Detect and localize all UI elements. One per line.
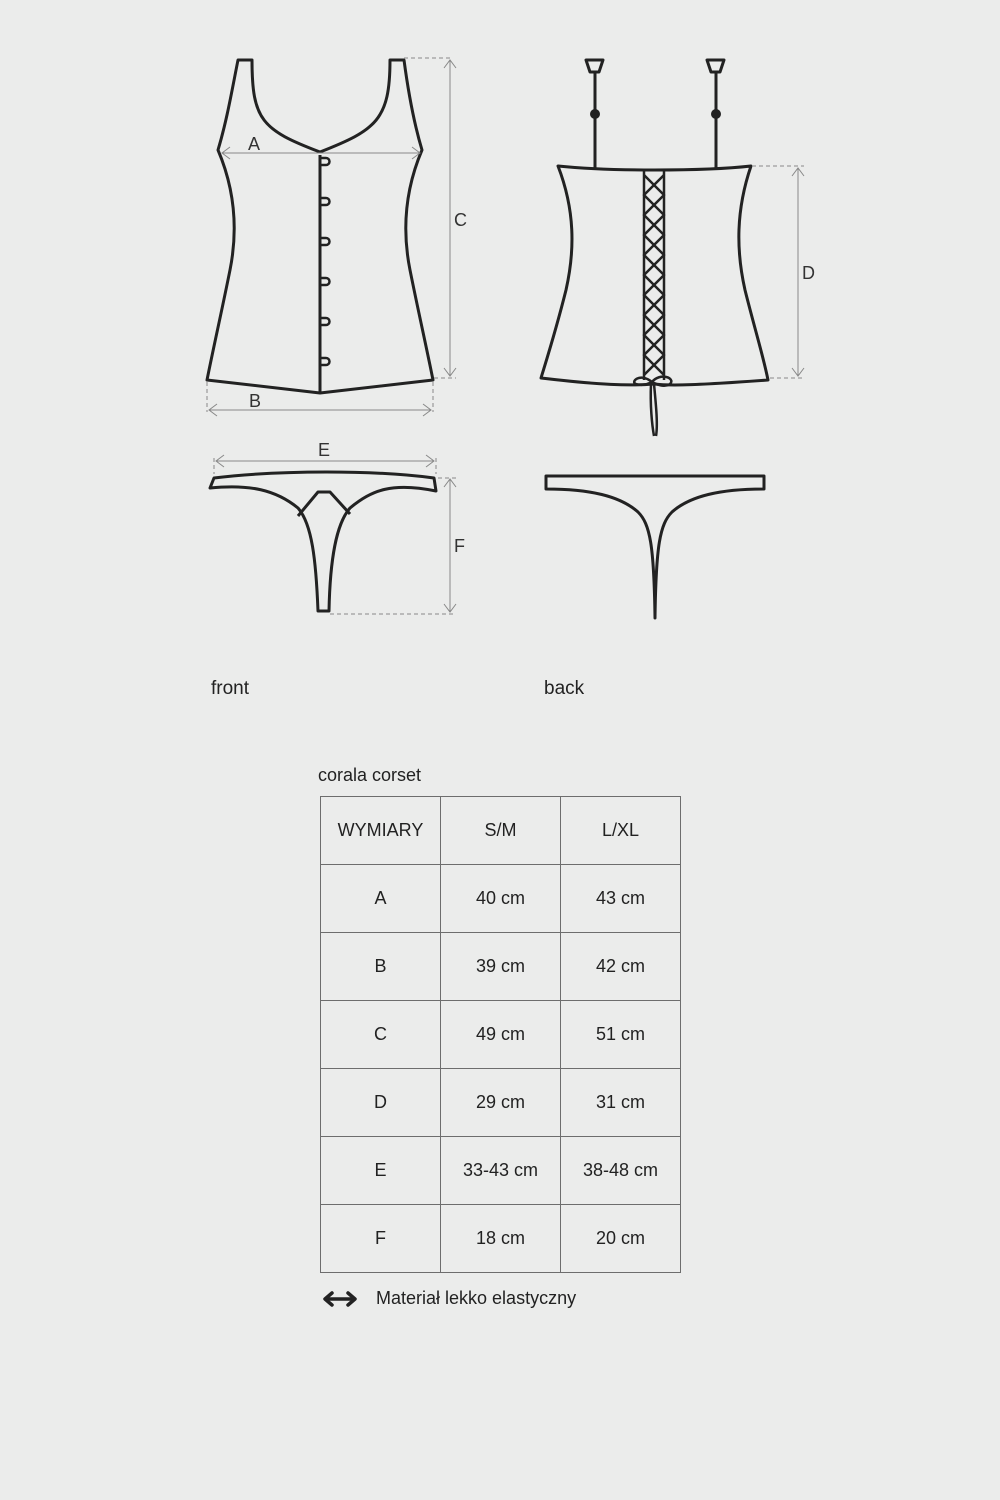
dim-label-a: A bbox=[248, 134, 261, 154]
thong-dimension-lines bbox=[214, 455, 456, 614]
table-cell-dimension: E bbox=[321, 1137, 441, 1205]
front-corset-drawing bbox=[207, 60, 433, 393]
table-cell-dimension: F bbox=[321, 1205, 441, 1273]
table-row bbox=[321, 865, 681, 933]
double-arrow-icon bbox=[320, 1289, 360, 1309]
table-cell-lxl: 51 cm bbox=[561, 1001, 681, 1069]
table-title: corala corset bbox=[318, 765, 422, 785]
table-cell-sm: 18 cm bbox=[441, 1205, 561, 1273]
table-row bbox=[321, 1137, 681, 1205]
table-header-row bbox=[321, 797, 681, 865]
dim-label-f: F bbox=[454, 536, 465, 556]
dim-label-b: B bbox=[249, 391, 262, 411]
table-cell-sm: 49 cm bbox=[441, 1001, 561, 1069]
front-dimension-lines bbox=[207, 58, 456, 416]
back-corset-drawing bbox=[541, 60, 768, 436]
table-cell-sm: 39 cm bbox=[441, 933, 561, 1001]
table-cell-dimension: C bbox=[321, 1001, 441, 1069]
table-cell-lxl: 43 cm bbox=[561, 865, 681, 933]
table-cell-lxl: 38-48 cm bbox=[561, 1137, 681, 1205]
back-thong-drawing bbox=[546, 476, 764, 618]
dim-label-c: C bbox=[454, 210, 467, 230]
table-cell-sm: 29 cm bbox=[441, 1069, 561, 1137]
legend bbox=[320, 1288, 576, 1309]
table-cell-lxl: 20 cm bbox=[561, 1205, 681, 1273]
table-row bbox=[321, 1069, 681, 1137]
table-row bbox=[321, 1001, 681, 1069]
size-table bbox=[320, 796, 681, 1273]
front-view-label: front bbox=[211, 678, 250, 699]
header-cell-sm: S/M bbox=[441, 797, 561, 865]
front-thong-drawing bbox=[210, 472, 436, 611]
table-cell-sm: 33-43 cm bbox=[441, 1137, 561, 1205]
header-cell-dimensions: WYMIARY bbox=[321, 797, 441, 865]
table-row bbox=[321, 1205, 681, 1273]
table-cell-lxl: 42 cm bbox=[561, 933, 681, 1001]
table-cell-dimension: A bbox=[321, 865, 441, 933]
garment-diagram bbox=[0, 0, 1000, 720]
legend-text: Materiał lekko elastyczny bbox=[376, 1288, 577, 1308]
header-cell-lxl: L/XL bbox=[561, 797, 681, 865]
table-cell-dimension: D bbox=[321, 1069, 441, 1137]
back-view-label: back bbox=[544, 678, 585, 699]
dim-label-e: E bbox=[318, 440, 331, 460]
table-cell-dimension: B bbox=[321, 933, 441, 1001]
table-cell-sm: 40 cm bbox=[441, 865, 561, 933]
table-row bbox=[321, 933, 681, 1001]
dim-label-d: D bbox=[802, 263, 815, 283]
table-cell-lxl: 31 cm bbox=[561, 1069, 681, 1137]
